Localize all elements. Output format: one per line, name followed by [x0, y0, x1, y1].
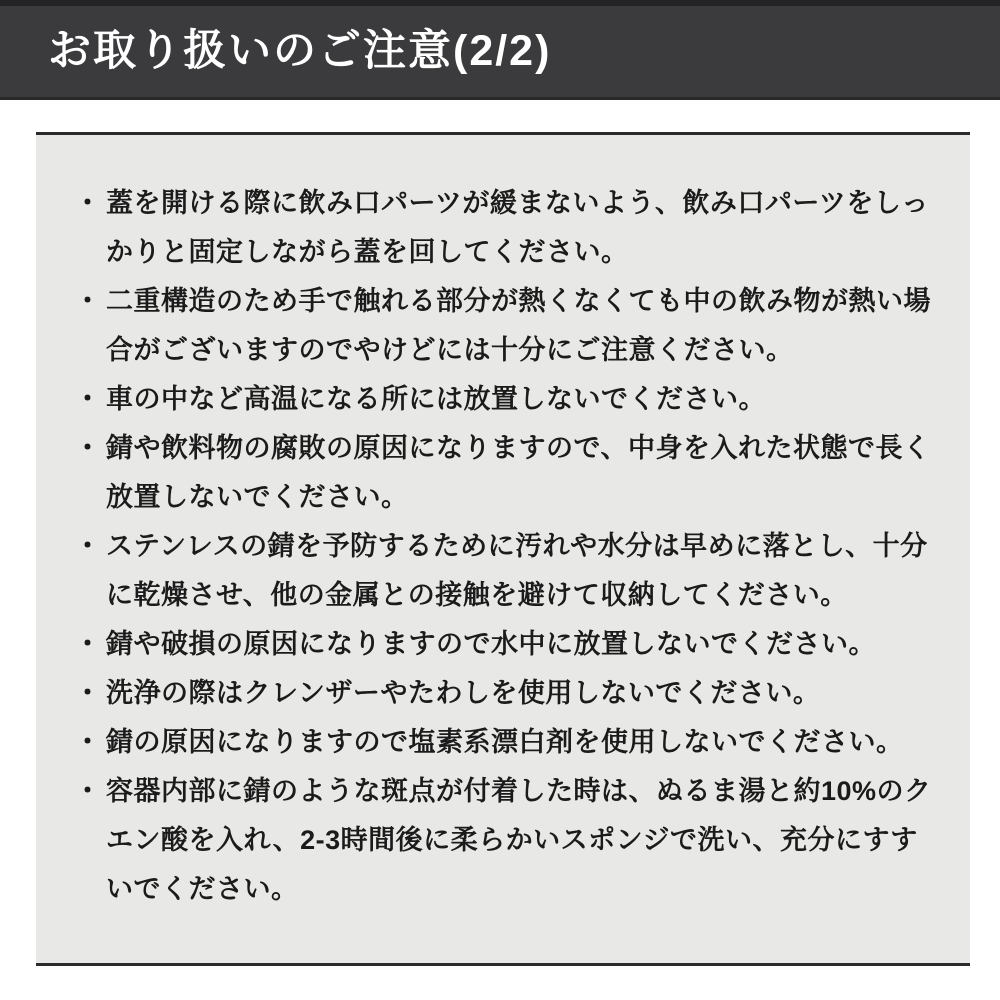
note-item: [74, 277, 946, 375]
page-header: [0, 0, 1000, 100]
note-text: 車の中など高温になる所には放置しないでください。: [106, 384, 766, 414]
note-text: 錆や破損の原因になりますので水中に放置しないでください。: [106, 629, 876, 659]
bullet-marker: ・: [74, 433, 102, 463]
note-item: [74, 669, 946, 718]
bullet-marker: ・: [74, 384, 102, 414]
bullet-marker: ・: [74, 531, 102, 561]
note-text: 蓋を開ける際に飲み口パーツが緩まないよう、飲み口パーツをしっ かりと固定しながら蓋を回してください。: [106, 188, 929, 267]
care-notes-list: [74, 179, 946, 914]
bullet-marker: ・: [74, 776, 102, 806]
note-item: [74, 522, 946, 620]
note-text: 洗浄の際はクレンザーやたわしを使用しないでください。: [106, 678, 821, 708]
note-text: ステンレスの錆を予防するために汚れや水分は早めに落とし、十分 に乾燥させ、他の金属との接触を避けて収納してください。: [106, 531, 928, 610]
note-item: [74, 179, 946, 277]
note-item: [74, 375, 946, 424]
note-item: [74, 620, 946, 669]
note-text: 錆の原因になりますので塩素系漂白剤を使用しないでください。: [106, 727, 904, 757]
bullet-marker: ・: [74, 188, 102, 218]
bullet-marker: ・: [74, 678, 102, 708]
bullet-marker: ・: [74, 629, 102, 659]
note-text: 錆や飲料物の腐敗の原因になりますので、中身を入れた状態で長く 放置しないでください。: [106, 433, 931, 512]
care-notes-panel: [36, 132, 970, 966]
note-item: [74, 718, 946, 767]
bullet-marker: ・: [74, 727, 102, 757]
bullet-marker: ・: [74, 286, 102, 316]
note-text: 容器内部に錆のような斑点が付着した時は、ぬるま湯と約10%のク エン酸を入れ、2-3時間後に柔らかいスポンジで洗い、充分にすす いでください。: [106, 776, 932, 904]
note-item: [74, 767, 946, 914]
note-text: 二重構造のため手で触れる部分が熱くなくても中の飲み物が熱い場 合がございますのでやけどには十分にご注意ください。: [106, 286, 931, 365]
page-title: お取り扱いのご注意(2/2): [48, 27, 552, 75]
note-item: [74, 424, 946, 522]
